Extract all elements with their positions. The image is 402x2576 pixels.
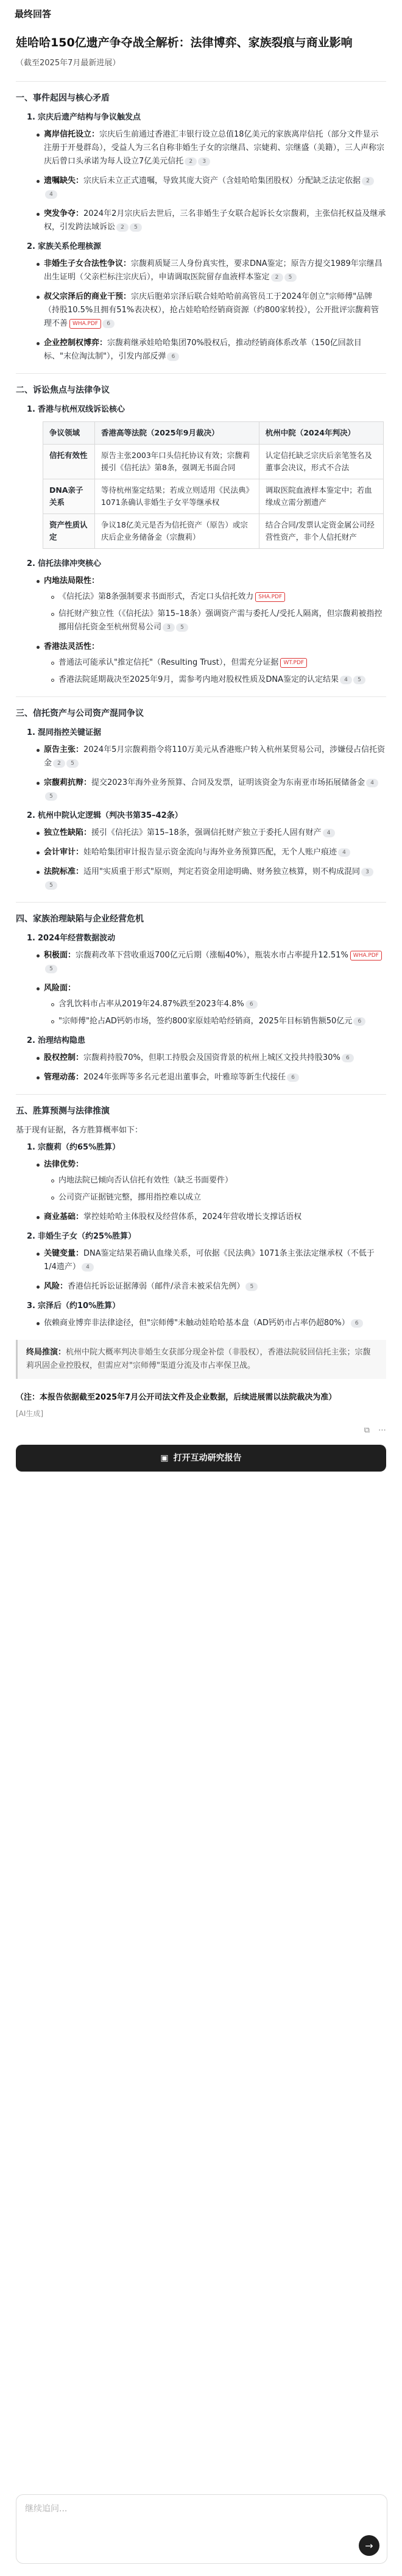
item-text: 娃哈哈集团审计报告显示资金流向与海外业务预算匹配，无个人账户痕迹 bbox=[83, 848, 337, 857]
subsection-number: 2. bbox=[27, 1232, 35, 1241]
article-deadline: （截至2025年7月最新进展） bbox=[16, 59, 121, 68]
divider bbox=[16, 902, 386, 903]
citation-ref: 4 bbox=[82, 1263, 94, 1272]
table-cell: 信托有效性 bbox=[43, 445, 95, 479]
table-row bbox=[43, 514, 384, 549]
pdf-badge: SHA.PDF bbox=[255, 592, 285, 602]
bullet-list bbox=[16, 128, 386, 234]
report-icon: ▣ bbox=[160, 1453, 169, 1463]
item-key: 宗馥莉抗辩： bbox=[44, 778, 92, 787]
item-text: 2024年张晖等多名元老退出董事会，叶雅琼等新生代接任 bbox=[83, 1073, 286, 1082]
item-text: 宗馥莉质疑三人身份真实性，要求DNA鉴定；原告方提交1989年宗继昌出生证明（父亲栏标注宗庆后），申请调取医院留存血液样本鉴定 bbox=[44, 259, 383, 282]
open-report-label: 打开互动研究报告 bbox=[173, 1453, 242, 1463]
citation-ref: 4 bbox=[338, 848, 350, 857]
citation-ref: 5 bbox=[245, 1283, 258, 1291]
item-key: 管理动荡： bbox=[44, 1073, 84, 1082]
subsection-label: 宗泽后（约10%胜算） bbox=[37, 1301, 121, 1311]
subsection-label: 2024年经营数据波动 bbox=[37, 934, 116, 943]
section-intro: 基于现有证据，各方胜算概率如下： bbox=[16, 1126, 143, 1135]
table-header: 杭州中院（2024年判决） bbox=[259, 422, 383, 445]
sub-list-item bbox=[58, 1191, 386, 1204]
list-item bbox=[44, 257, 386, 284]
item-text: 宗庆后胞弟宗泽后联合娃哈哈前高管员工于2024年创立"宗师傅"品牌（持股10.5%且拥有51%表决权），抢占娃哈哈经销商资源（约800家转投），公开批评宗馥莉管理不善 bbox=[44, 292, 379, 328]
pdf-badge: WHA.PDF bbox=[69, 319, 101, 329]
item-text: 信托财产独立性（《信托法》第15–18条）强调资产需与委托人/受托人隔离，但宗馥莉被指控挪用信托资金至杭州贸易公司 bbox=[58, 609, 383, 632]
subsection-number: 2. bbox=[27, 242, 35, 251]
item-key: 遗嘱缺失： bbox=[44, 176, 84, 185]
item-text: "宗师傅"抢占AD钙奶市场，签约800家原娃哈哈经销商，2025年目标销售额50亿元 bbox=[58, 1017, 353, 1026]
citation-ref: 6 bbox=[167, 352, 179, 361]
subsection-number: 3. bbox=[27, 1301, 35, 1311]
subsection-label: 治理结构隐患 bbox=[37, 1036, 85, 1045]
item-text: 普通法可能承认"推定信托"（Resulting Trust），但需充分证据 bbox=[58, 658, 279, 667]
citation-ref: 5 bbox=[45, 965, 57, 973]
table-cell: 原告主张2003年口头信托协议有效；宗馥莉援引《信托法》第8条，强调无书面合同 bbox=[95, 445, 259, 479]
item-text: 2024年2月宗庆后去世后，三名非婚生子女联合起诉长女宗馥莉，主张信托权益及继承权，引发跨法域诉讼 bbox=[44, 209, 386, 232]
item-text: 掌控娃哈哈主体股权及经营体系，2024年营收增长支撑话语权 bbox=[83, 1212, 302, 1222]
sub-list-item bbox=[58, 607, 386, 634]
citation-ref: 5 bbox=[284, 273, 297, 282]
list-item bbox=[44, 949, 386, 976]
section-title: 一、事件起因与核心矛盾 bbox=[16, 93, 110, 103]
table-cell: 等待杭州鉴定结果；若成立则适用《民法典》1071条确认非婚生子女平等继承权 bbox=[95, 479, 259, 514]
item-text: 依赖商业博弈非法律途径，但"宗师傅"未触动娃哈哈基本盘（AD钙奶市占率仍超80%） bbox=[44, 1318, 350, 1328]
list-item bbox=[44, 846, 386, 859]
item-text: 宗庆后生前通过香港汇丰银行设立总值18亿美元的家族离岸信托（部分文件显示注册于开曼群岛），受益人为三名自称非婚生子女的宗继昌、宗婕莉、宗继盛（美籍），三人声称宗庆后曾口头承诺为每人设立7亿美元信托 bbox=[44, 130, 385, 166]
bullet-list bbox=[16, 257, 386, 363]
list-item bbox=[44, 1211, 386, 1224]
item-key: 风险面： bbox=[44, 984, 76, 993]
item-key: 法律优势： bbox=[44, 1160, 84, 1169]
list-item bbox=[44, 1317, 386, 1330]
copy-icon[interactable]: ⧉ bbox=[364, 1426, 370, 1435]
divider bbox=[16, 1094, 386, 1095]
comparison-table bbox=[43, 421, 384, 549]
item-key: 独立性缺陷： bbox=[44, 828, 92, 837]
bullet-list bbox=[16, 949, 386, 1028]
subsection-number: 1. bbox=[27, 113, 35, 122]
bullet-list bbox=[16, 574, 386, 687]
list-item bbox=[44, 826, 386, 840]
citation-ref: 3 bbox=[361, 868, 373, 876]
send-arrow-icon: → bbox=[365, 2539, 373, 2552]
item-text: 香港信托诉讼证据薄弱（邮件/录音未被采信先例） bbox=[68, 1282, 245, 1291]
citation-ref: 4 bbox=[366, 779, 378, 787]
list-item bbox=[44, 743, 386, 770]
divider bbox=[16, 696, 386, 697]
bullet-list bbox=[16, 1247, 386, 1293]
subsection-label: 混同指控关键证据 bbox=[37, 728, 101, 737]
subsection-title bbox=[27, 809, 386, 823]
list-item bbox=[44, 337, 386, 363]
item-key: 终局推演： bbox=[26, 1348, 66, 1357]
chat-input[interactable] bbox=[16, 2494, 387, 2564]
citation-ref: 2 bbox=[116, 223, 129, 232]
subsection-title bbox=[27, 240, 386, 254]
item-key: 叔父宗泽后的商业干预： bbox=[44, 292, 132, 301]
subsection-number: 1. bbox=[27, 405, 35, 414]
sub-list-item bbox=[58, 1174, 386, 1187]
citation-ref: 6 bbox=[287, 1073, 299, 1082]
item-key: 离岸信托设立： bbox=[44, 130, 100, 139]
section-4 bbox=[16, 912, 386, 1084]
list-item bbox=[44, 1071, 386, 1084]
subsection-number: 1. bbox=[27, 728, 35, 737]
item-key: 内地法局限性： bbox=[44, 576, 100, 585]
table-cell: 结合合同/发票认定资金属公司经营性资产，非个人信托财产 bbox=[259, 514, 383, 549]
list-item bbox=[44, 776, 386, 803]
divider bbox=[16, 81, 386, 82]
answer-actions bbox=[16, 1424, 386, 1437]
citation-ref: 6 bbox=[351, 1319, 363, 1328]
citation-ref: 2 bbox=[271, 273, 283, 282]
citation-ref: 5 bbox=[66, 759, 79, 768]
table-row bbox=[43, 445, 384, 479]
subsection-number: 2. bbox=[27, 811, 35, 820]
subsection-title bbox=[27, 1230, 386, 1243]
sub-list-item bbox=[58, 1015, 386, 1028]
citation-ref: 3 bbox=[163, 623, 175, 632]
subsection-label: 宗庆后遗产结构与争议触发点 bbox=[37, 113, 141, 122]
section-1 bbox=[16, 91, 386, 363]
citation-ref: 6 bbox=[342, 1054, 354, 1062]
list-item bbox=[44, 128, 386, 168]
bullet-list bbox=[16, 826, 386, 892]
list-item bbox=[44, 865, 386, 892]
list-item bbox=[44, 1051, 386, 1065]
item-text: 提交2023年海外业务预算、合同及发票，证明该资金为东南亚市场拓展储备金 bbox=[91, 778, 365, 787]
subsection-label: 非婚生子女（约25%胜算） bbox=[37, 1232, 136, 1241]
final-conclusion bbox=[16, 1340, 386, 1379]
citation-ref: 5 bbox=[45, 792, 57, 801]
table-header: 争议领域 bbox=[43, 422, 95, 445]
item-key: 会计审计： bbox=[44, 848, 84, 857]
citation-ref: 5 bbox=[130, 223, 142, 232]
item-text: 2024年5月宗馥莉指令将110万美元从香港账户转入杭州某贸易公司，涉嫌侵占信托资金 bbox=[44, 745, 386, 768]
table-row bbox=[43, 479, 384, 514]
subsection-title bbox=[27, 111, 386, 124]
subsection-label: 香港与杭州双线诉讼核心 bbox=[37, 405, 125, 414]
section-2 bbox=[16, 384, 386, 687]
item-text: 公司资产证据链完整，挪用指控难以成立 bbox=[58, 1193, 202, 1202]
item-text: 香港法院延期裁决至2025年9月，需参考内地对股权性质及DNA鉴定的认定结果 bbox=[58, 675, 339, 684]
subsection-title bbox=[27, 1141, 386, 1154]
item-text: 宗庆后未立正式遗嘱，导致其庞大资产（含娃哈哈集团股权）分配缺乏法定依据 bbox=[83, 176, 361, 185]
citation-ref: 6 bbox=[245, 1000, 258, 1009]
list-item bbox=[44, 640, 386, 687]
send-button[interactable] bbox=[359, 2535, 379, 2556]
citation-ref: 4 bbox=[45, 190, 57, 199]
subsection-title bbox=[27, 932, 386, 945]
bullet-list bbox=[16, 743, 386, 803]
item-key: 突发争夺： bbox=[44, 209, 84, 218]
sub-list bbox=[44, 590, 386, 634]
section-3 bbox=[16, 707, 386, 892]
citation-ref: 6 bbox=[102, 320, 115, 328]
sub-list-item bbox=[58, 998, 386, 1011]
subsection-title bbox=[27, 726, 386, 740]
section-title: 四、家族治理缺陷与企业经营危机 bbox=[16, 914, 144, 924]
subsection-label: 宗馥莉（约65%胜算） bbox=[37, 1143, 121, 1152]
subsection-number: 1. bbox=[27, 934, 35, 943]
article-title: 娃哈哈150亿遗产争夺战全解析：法律博弈、家族裂痕与商业影响 bbox=[16, 36, 353, 49]
header-label: 最终回答 bbox=[15, 8, 52, 20]
section-title: 三、信托资产与公司资产混同争议 bbox=[16, 709, 144, 718]
table-cell: 认定信托缺乏宗庆后亲笔签名及董事会决议，形式不合法 bbox=[259, 445, 383, 479]
subsection-number: 2. bbox=[27, 559, 35, 568]
subsection-label: 信托法律冲突核心 bbox=[37, 559, 101, 568]
subsection-title bbox=[27, 1300, 386, 1313]
item-key: 香港法灵活性： bbox=[44, 642, 100, 651]
item-text: 适用"实质重于形式"原则，判定若资金用途明确、财务独立核算，则不构成混同 bbox=[83, 867, 360, 876]
header bbox=[0, 0, 402, 27]
list-item bbox=[44, 1247, 386, 1274]
sub-list-item bbox=[58, 590, 386, 604]
sub-list-item bbox=[58, 656, 386, 670]
pdf-badge: WHA.PDF bbox=[350, 951, 382, 961]
item-key: 关键变量： bbox=[44, 1249, 84, 1258]
item-key: 风险： bbox=[44, 1282, 68, 1291]
item-key: 积极面： bbox=[44, 951, 76, 960]
citation-ref: 4 bbox=[323, 829, 335, 837]
item-key: 企业控制权博弈： bbox=[44, 338, 108, 348]
open-report-button[interactable] bbox=[16, 1445, 386, 1472]
item-key: 法院标准： bbox=[44, 867, 84, 876]
item-text: 含乳饮料市占率从2019年24.87%跌至2023年4.8% bbox=[58, 1000, 244, 1009]
item-text: 杭州中院大概率判决非婚生女获部分现金补偿（非股权），香港法院驳回信托主张；宗馥莉巩固企业控股权，但需应对"宗师傅"渠道分流及市占率保卫战。 bbox=[26, 1348, 371, 1370]
item-text: 宗馥莉继承娃哈哈集团70%股权后，推动经销商体系改革（150亿回款目标、"末位淘汰制"），引发内部反弹 bbox=[44, 338, 362, 361]
sub-list-item bbox=[58, 673, 386, 687]
item-text: DNA鉴定结果若确认血缘关系，可依据《民法典》1071条主张法定继承权（不低于1/4遗产） bbox=[44, 1249, 375, 1272]
item-text: 宗馥莉改革下营收重返700亿元后期（涨幅40%），瓶装水市占率提升12.51% bbox=[76, 951, 348, 960]
citation-ref: 5 bbox=[176, 623, 188, 632]
bullet-list bbox=[16, 1051, 386, 1084]
subsection-label: 家族关系伦理核源 bbox=[37, 242, 101, 251]
citation-ref: 2 bbox=[53, 759, 65, 768]
item-text: 援引《信托法》第15–18条，强调信托财产独立于委托人固有财产 bbox=[91, 828, 322, 837]
list-item bbox=[44, 574, 386, 634]
citation-ref: 4 bbox=[340, 676, 352, 684]
section-5 bbox=[16, 1104, 386, 1379]
citation-ref: 5 bbox=[45, 881, 57, 890]
chat-input-placeholder: 继续追问... bbox=[25, 2504, 68, 2514]
footnote: （注：本报告依据截至2025年7月公开司法文件及企业数据，后续进展需以法院裁决为准） bbox=[16, 1393, 337, 1402]
sub-list bbox=[44, 656, 386, 687]
section-title: 五、胜算预测与法律推演 bbox=[16, 1106, 110, 1116]
item-key: 非婚生子女合法性争议： bbox=[44, 259, 132, 268]
list-item bbox=[44, 207, 386, 234]
subsection-title bbox=[27, 557, 386, 571]
citation-ref: 3 bbox=[198, 157, 210, 166]
subsection-label: 杭州中院认定逻辑（判决书第35–42条） bbox=[37, 811, 183, 820]
subsection-number: 1. bbox=[27, 1143, 35, 1152]
subsection-title bbox=[27, 1034, 386, 1048]
bullet-list bbox=[16, 1317, 386, 1330]
article bbox=[0, 27, 402, 1472]
table-cell: 调取医院血液样本鉴定中；若血缘成立需分割遗产 bbox=[259, 479, 383, 514]
item-key: 商业基础： bbox=[44, 1212, 84, 1222]
section-title: 二、诉讼焦点与法律争议 bbox=[16, 385, 110, 395]
table-cell: 资产性质认定 bbox=[43, 514, 95, 549]
item-text: 宗馥莉持股70%，但职工持股会及国资背景的杭州上城区文投共持股30% bbox=[83, 1053, 340, 1062]
list-item bbox=[44, 1280, 386, 1293]
citation-ref: 2 bbox=[185, 157, 197, 166]
more-icon[interactable]: ⋯ bbox=[378, 1426, 386, 1435]
list-item bbox=[44, 290, 386, 331]
item-key: 原告主张： bbox=[44, 745, 84, 754]
citation-ref: 2 bbox=[362, 177, 374, 185]
list-item bbox=[44, 174, 386, 201]
item-key: 股权控制： bbox=[44, 1053, 84, 1062]
subsection-title bbox=[27, 403, 386, 417]
table-cell: DNA亲子关系 bbox=[43, 479, 95, 514]
bullet-list bbox=[16, 1158, 386, 1224]
sub-list bbox=[44, 1174, 386, 1204]
divider bbox=[16, 373, 386, 374]
citation-ref: 5 bbox=[353, 676, 365, 684]
list-item bbox=[44, 982, 386, 1028]
sub-list bbox=[44, 998, 386, 1028]
list-item bbox=[44, 1158, 386, 1204]
table-header: 香港高等法院（2025年9月裁决） bbox=[95, 422, 259, 445]
item-text: 《信托法》第8条强制要求书面形式，否定口头信托效力 bbox=[58, 592, 254, 601]
subsection-number: 2. bbox=[27, 1036, 35, 1045]
pdf-badge: WT.PDF bbox=[280, 658, 307, 668]
citation-ref: 6 bbox=[353, 1017, 365, 1026]
item-text: 内地法院已倾向否认信托有效性（缺乏书面要件） bbox=[58, 1176, 233, 1185]
table-header-row bbox=[43, 422, 384, 445]
ai-generated-label: [AI生成] bbox=[16, 1409, 44, 1418]
table-cell: 争议18亿美元是否为信托资产（原告）或宗庆后企业务储备金（宗馥莉） bbox=[95, 514, 259, 549]
